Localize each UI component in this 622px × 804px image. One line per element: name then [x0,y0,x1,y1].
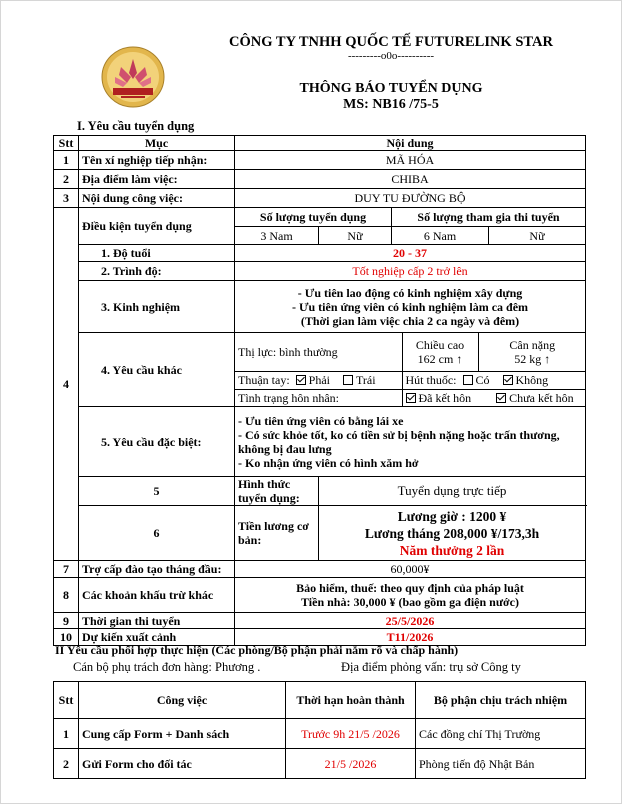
conditions-label: Điều kiện tuyển dụng [79,208,235,245]
header-department: Bộ phận chịu trách nhiệm [416,682,586,719]
requirements-table [53,135,586,646]
deduction-line: Tiền nhà: 30,000 ¥ (bao gồm ga điện nước) [301,595,519,609]
checkbox-checked-icon[interactable] [406,393,416,403]
smoking-yes-option: Có [475,373,490,387]
education-row [54,262,586,281]
row-label: Hình thức tuyển dụng: [235,477,319,506]
bonus: Năm thưởng 2 lần [399,542,505,558]
company-logo [101,45,165,109]
other-requirements-value [235,333,586,407]
row-stt: 9 [54,613,79,629]
experience-line: (Thời gian làm việc chia 2 ca ngày và đêm) [300,313,520,328]
row-stt: 2 [54,749,79,779]
row-value: DUY TU ĐƯỜNG BỘ [235,189,586,208]
table-row [54,151,586,170]
row-label: Dự kiến xuất cảnh [79,629,235,646]
experience-line: - Ưu tiên lao động có kinh nghiệm xây dựng [297,285,523,300]
row-value: Tuyển dụng trực tiếp [319,477,586,506]
smoking-no-option: Không [515,373,549,387]
height-cell [402,333,478,371]
row-task: Gửi Form cho đối tác [79,749,286,779]
experience-row [54,281,586,333]
exam-quantity-label: Số lượng tham gia thi tuyển [392,208,586,227]
row-stt: 1 [54,151,79,170]
section-2-title: II Yêu cầu phối hợp thực hiện (Các phòng/Bộ phận phải nắm rõ và chấp hành) [55,643,459,657]
row-stt: 10 [54,629,79,646]
education-label: 2. Trình độ: [79,262,235,281]
row-stt: 7 [54,561,79,578]
age-label: 1. Độ tuổi [79,245,235,262]
deductions-row [54,578,586,613]
handedness-label: Thuận tay: [238,373,290,387]
table-row [54,561,586,578]
row-value: MÃ HÓA [235,151,586,170]
row-label: Nội dung công việc: [79,189,235,208]
table-row [54,189,586,208]
table-row [54,749,586,779]
monthly-wage: Lương tháng 208,000 ¥/173,3h [364,525,540,541]
single-option: Chưa kết hôn [509,390,574,405]
experience-line: - Ưu tiên ứng viên có kinh nghiệm làm ca đêm [291,299,529,314]
header-task: Công việc [79,682,286,719]
interview-venue: Địa điểm phỏng vấn: trụ sở Công ty [341,660,521,674]
notice-title: THÔNG BÁO TUYỂN DỤNG [299,81,483,96]
exam-female: Nữ [489,227,586,245]
height-label: Chiều cao [415,337,465,352]
row-stt: 6 [79,506,235,561]
header-noi-dung: Nội dung [235,136,586,151]
recruit-male: 3 Nam [235,227,319,245]
smoking-label: Hút thuốc: [405,373,457,387]
row-label: Thời gian thi tuyển [79,613,235,629]
recruit-female: Nữ [319,227,392,245]
exam-male: 6 Nam [392,227,489,245]
weight-value: 52 kg ↑ [514,351,551,366]
row-label: Các khoản khấu trừ khác [79,578,235,613]
table-row [54,170,586,189]
header-deadline: Thời hạn hoàn thành [286,682,416,719]
age-value: 20 - 37 [235,245,586,262]
left-hand-option: Trái [356,373,376,387]
table-header-row [54,682,586,719]
handedness-cell [235,371,402,389]
vision-text: Thị lực: bình thường [235,333,402,371]
exam-date: 25/5/2026 [235,613,586,629]
special-line: - Ko nhận ứng viên có hình xăm hở [238,455,419,470]
salary-value [319,506,586,561]
row-value: 60,000¥ [235,561,586,578]
row-department: Phòng tiến độ Nhật Bản [416,749,586,779]
special-line: - Có sức khỏe tốt, ko có tiền sử bị bệnh nặng hoặc trấn thương, không bị đau lưng [238,427,560,456]
row-label: Trợ cấp đào tạo tháng đầu: [79,561,235,578]
other-requirements-grid [235,333,586,406]
checkbox-checked-icon[interactable] [503,375,513,385]
conditions-header-row [54,208,586,227]
marital-cell [402,389,586,406]
other-label: 4. Yêu cầu khác [79,333,235,407]
education-value: Tốt nghiệp cấp 2 trở lên [235,262,586,281]
married-option: Đã kết hôn [418,390,472,405]
smoking-cell [402,371,586,389]
section-1-title: I. Yêu cầu tuyển dụng [77,119,195,133]
departure-date: T11/2026 [235,629,586,646]
table-row [54,719,586,749]
row-deadline: Trước 9h 21/5 /2026 [286,719,416,749]
row-stt: 5 [79,477,235,506]
header-stt: Stt [54,682,79,719]
weight-cell [478,333,586,371]
row-stt: 1 [54,719,79,749]
experience-label: 3. Kinh nghiệm [79,281,235,333]
header-separator: ---------o0o---------- [347,50,435,62]
other-requirements-row [54,333,586,407]
row-task: Cung cấp Form + Danh sách [79,719,286,749]
table-header-row [54,136,586,151]
age-row [54,245,586,262]
deductions-value [235,578,586,613]
special-value [235,407,586,477]
checkbox-empty-icon[interactable] [463,375,473,385]
row-value: CHIBA [235,170,586,189]
company-name: CÔNG TY TNHH QUỐC TẾ FUTURELINK STAR [229,34,553,50]
weight-label: Cân nặng [509,337,556,352]
recruit-quantity-label: Số lượng tuyển dụng [235,208,392,227]
salary-row [54,506,586,561]
table-row [54,477,586,506]
special-label: 5. Yêu cầu đặc biệt: [79,407,235,477]
header-stt: Stt [54,136,79,151]
height-value: 162 cm ↑ [417,351,463,366]
coordination-table [53,681,586,779]
marital-label: Tình trạng hôn nhân: [235,389,402,406]
row-stt: 4 [54,208,79,561]
deduction-line: Bảo hiểm, thuế: theo quy định của pháp luật [296,581,524,595]
hourly-wage: Lương giờ : 1200 ¥ [397,508,507,524]
row-department: Các đồng chí Thị Trường [416,719,586,749]
special-requirements-row [54,407,586,477]
row-label: Tiền lương cơ bản: [235,506,319,561]
row-stt: 2 [54,170,79,189]
row-stt: 3 [54,189,79,208]
order-officer: Cán bộ phụ trách đơn hàng: Phương . [73,660,261,674]
row-label: Tên xí nghiệp tiếp nhận: [79,151,235,170]
row-deadline: 21/5 /2026 [286,749,416,779]
checkbox-checked-icon[interactable] [496,393,506,403]
special-line: - Ưu tiên ứng viên có bằng lái xe [238,413,404,428]
table-row [54,613,586,629]
header-muc: Mục [79,136,235,151]
checkbox-empty-icon[interactable] [343,375,353,385]
checkbox-checked-icon[interactable] [296,375,306,385]
experience-value [235,281,586,333]
row-label: Địa điểm làm việc: [79,170,235,189]
row-stt: 8 [54,578,79,613]
notice-code: MS: NB16 /75-5 [343,97,439,112]
right-hand-option: Phải [308,373,330,387]
